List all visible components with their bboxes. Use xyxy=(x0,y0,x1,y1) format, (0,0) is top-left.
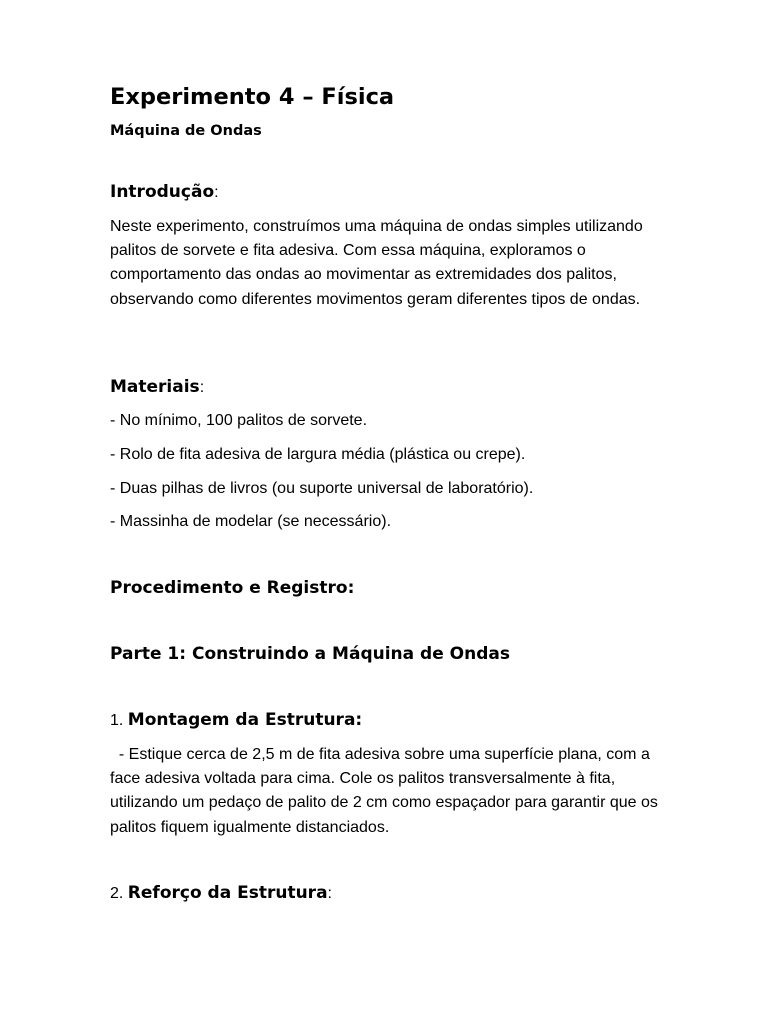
document-subtitle: Máquina de Ondas xyxy=(110,123,262,139)
materials-item: - No mínimo, 100 palitos de sorvete. xyxy=(110,412,368,429)
step-1-paragraph: - Estique cerca de 2,5 m de fita adesiva sobre uma superfície plana, com a face adesiva voltada para cima. Cole os palitos transversalmente à fita, utilizando um pedaço de palito de 2 cm como espaçador para garantir que os palitos fiquem igualmente distanciados. xyxy=(110,746,663,836)
intro-heading-colon: : xyxy=(214,184,219,201)
materials-heading: Materiais xyxy=(110,377,200,397)
step-1-heading: Montagem da Estrutura: xyxy=(127,710,363,730)
step-2-number: 2. xyxy=(110,885,124,902)
document-title: Experimento 4 – Física xyxy=(110,84,395,110)
step-2-heading: Reforço da Estrutura xyxy=(127,883,328,903)
step-2-heading-colon: : xyxy=(327,885,332,902)
materials-heading-colon: : xyxy=(199,379,205,396)
materials-item: - Duas pilhas de livros (ou suporte universal de laboratório). xyxy=(110,480,534,497)
procedure-heading: Procedimento e Registro: xyxy=(110,578,355,598)
intro-heading-line xyxy=(110,182,219,202)
step-1-number: 1. xyxy=(110,712,124,729)
step-1-heading-line xyxy=(110,710,362,730)
materials-item: - Massinha de modelar (se necessário). xyxy=(110,513,392,530)
part1-heading: Parte 1: Construindo a Máquina de Ondas xyxy=(110,644,510,664)
intro-paragraph: Neste experimento, construímos uma máquina de ondas simples utilizando palitos de sorvete e fita adesiva. Com essa máquina, exploramos o comportamento das ondas ao movimentar as extremidades dos palitos, observando como diferentes movimentos geram diferentes tipos de ondas. xyxy=(110,218,643,308)
materials-item: - Rolo de fita adesiva de largura média (plástica ou crepe). xyxy=(110,446,526,463)
intro-heading: Introdução xyxy=(110,182,215,202)
materials-heading-line xyxy=(110,377,204,397)
step-2-heading-line xyxy=(110,883,332,903)
